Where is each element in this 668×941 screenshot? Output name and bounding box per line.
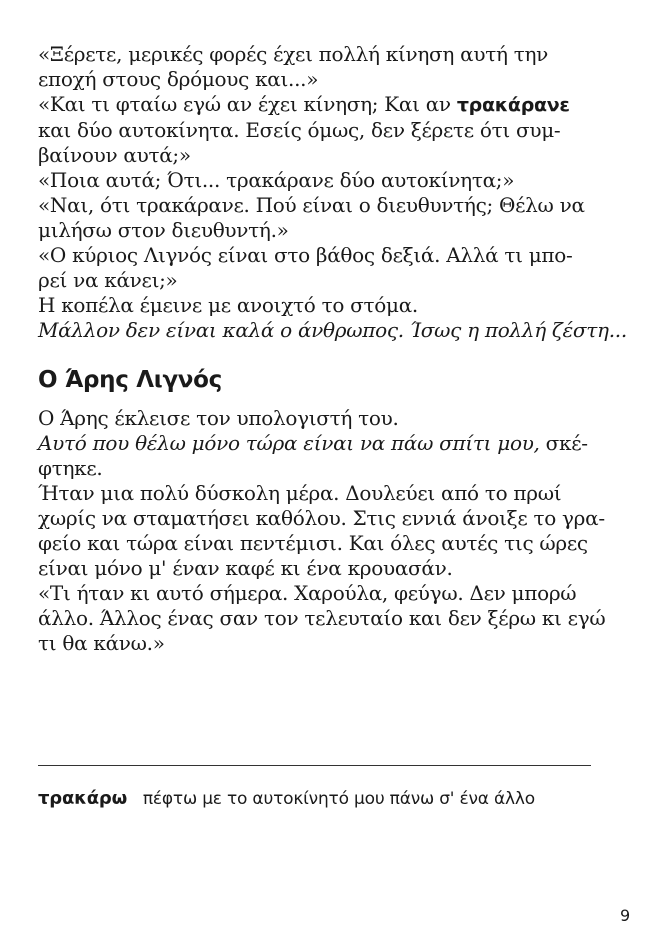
footnote-divider — [38, 765, 591, 766]
text-line: «Ο κύριος Λιγνός είναι στο βάθος δεξιά. Αλλά τι μπο- — [38, 243, 573, 267]
glossary-entry — [38, 786, 535, 811]
bold-word: τρακάρανε — [456, 94, 570, 116]
text-line — [38, 92, 610, 118]
text-line: «Ξέρετε, μερικές φορές έχει πολλή κίνηση αυτή την — [38, 42, 548, 66]
text-line: φτηκε. — [38, 456, 103, 480]
text-line: «Ναι, ότι τρακάρανε. Πού είναι ο διευθυντής; Θέλω να — [38, 193, 585, 217]
text-line: και δύο αυτοκίνητα. Εσείς όμως, δεν ξέρετε ότι συμ- — [38, 118, 561, 142]
text-line: μιλήσω στον διευθυντή.» — [38, 218, 289, 242]
text-line: φείο και τώρα είναι πεντέμισι. Και όλες αυτές τις ώρες — [38, 531, 588, 555]
text-line: Ο Άρης έκλεισε τον υπολογιστή του. — [38, 406, 399, 430]
text-line: «Ποια αυτά; Ότι... τρακάρανε δύο αυτοκίνητα;» — [38, 168, 515, 192]
text-span: σκέ- — [545, 431, 588, 455]
italic-thought: Αυτό που θέλω μόνο τώρα είναι να πάω σπίτι μου, — [38, 431, 540, 455]
text-line: χωρίς να σταματήσει καθόλου. Στις εννιά άνοιξε το γρα- — [38, 506, 605, 530]
text-line: εποχή στους δρόμους και...» — [38, 67, 319, 91]
text-line: βαίνουν αυτά;» — [38, 143, 191, 167]
text-line: τι θα κάνω.» — [38, 631, 165, 655]
text-line: ρεί να κάνει;» — [38, 268, 178, 292]
section-heading: Ο Άρης Λιγνός — [38, 367, 223, 393]
text-line: Ήταν μια πολύ δύσκολη μέρα. Δουλεύει από το πρωί — [38, 481, 562, 505]
text-line: είναι μόνο μ' έναν καφέ κι ένα κρουασάν. — [38, 556, 453, 580]
text-line: άλλο. Άλλος ένας σαν τον τελευταίο και δεν ξέρω κι εγώ — [38, 606, 606, 630]
text-line: «Τι ήταν κι αυτό σήμερα. Χαρούλα, φεύγω. Δεν μπορώ — [38, 581, 577, 605]
page-number: 9 — [620, 906, 631, 925]
text-line — [38, 431, 610, 456]
text-line: Η κοπέλα έμεινε με ανοιχτό το στόμα. — [38, 293, 418, 317]
text-span: «Και τι φταίω εγώ αν έχει κίνηση; Και αν — [38, 92, 451, 116]
glossary-definition: πέφτω με το αυτοκίνητό μου πάνω σ' ένα άλλο — [142, 789, 535, 809]
page-body — [38, 42, 627, 656]
glossary-term: τρακάρω — [38, 788, 128, 809]
italic-thought-line: Μάλλον δεν είναι καλά ο άνθρωπος. Ίσως η πολλή ζέστη... — [38, 318, 627, 342]
